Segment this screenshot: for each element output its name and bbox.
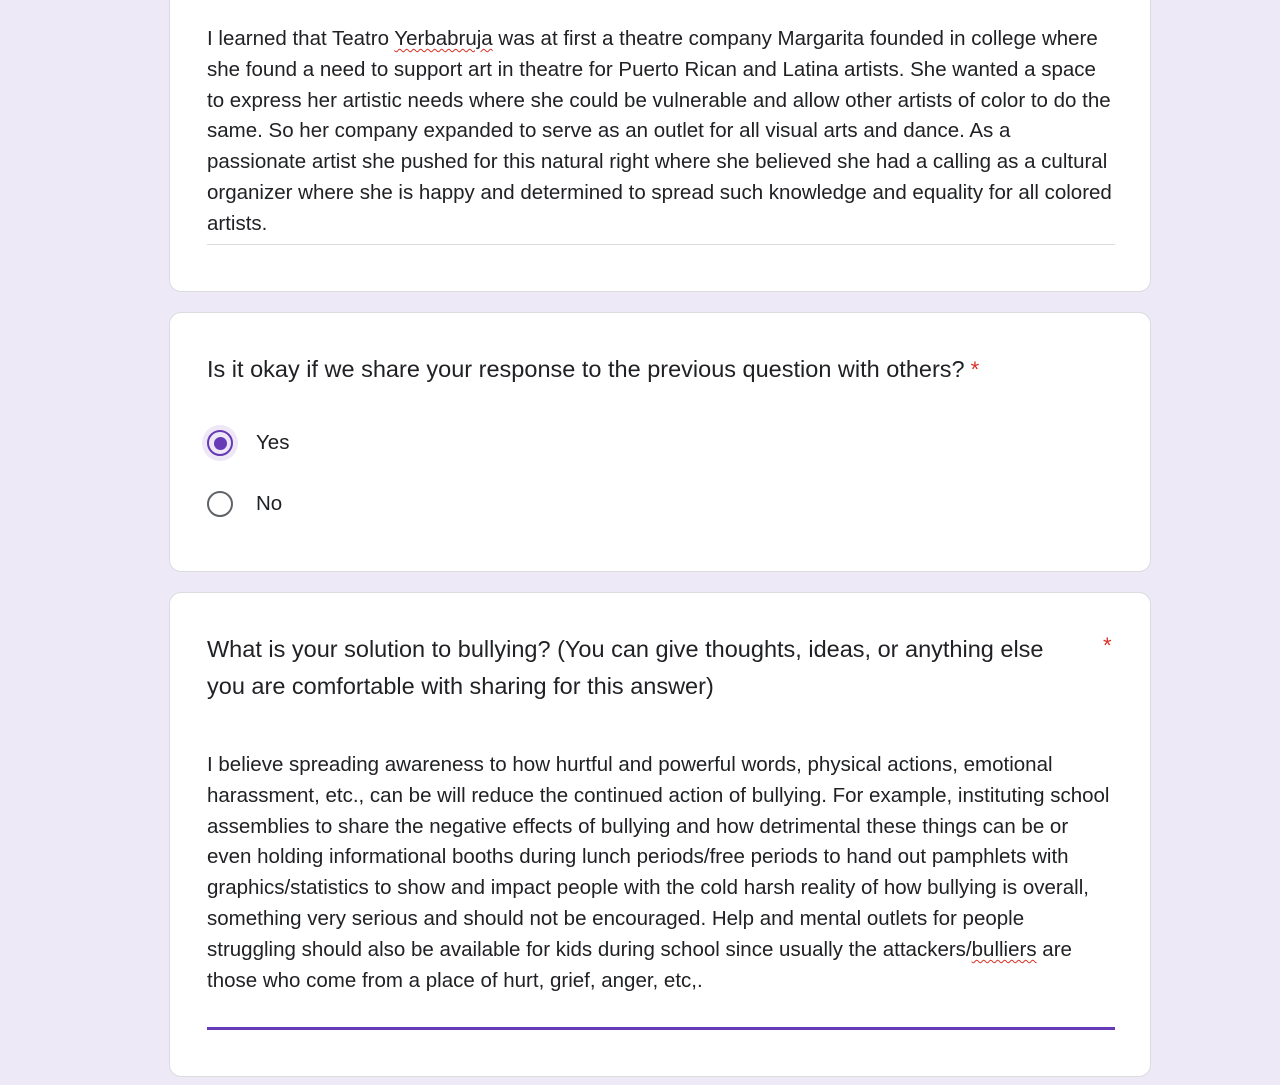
radio-button-checked-icon[interactable] [207, 430, 233, 456]
required-asterisk: * [1103, 633, 1112, 658]
required-asterisk: * [970, 357, 980, 382]
question-card-previous [169, 0, 1151, 292]
radio-label-yes: Yes [256, 431, 290, 454]
answer-textarea-teatro[interactable] [207, 24, 1118, 245]
spellcheck-flagged-word[interactable]: Yerbabruja [394, 27, 493, 50]
question-card-share-permission [169, 312, 1151, 572]
radio-option-no[interactable] [207, 486, 282, 522]
answer-text-end: are those who come from a place of hurt, grief, anger, etc,. [207, 937, 1078, 992]
question-text: Is it okay if we share your response to the previous question with others? [207, 356, 965, 382]
answer-textarea-bullying[interactable] [207, 750, 1115, 1030]
answer-text-start: I learned that Teatro [207, 27, 395, 50]
radio-option-yes[interactable] [207, 425, 289, 461]
radio-button-unchecked-icon[interactable] [207, 491, 233, 517]
question-card-bullying-solution [169, 592, 1151, 1077]
question-title-bullying: What is your solution to bullying? (You can give thoughts, ideas, or anything else you are comfortable with sharing for this answer) [207, 636, 1044, 699]
spellcheck-flagged-word[interactable]: bulliers [971, 937, 1037, 961]
answer-text-start: I believe spreading awareness to how hurtful and powerful words, physical actions, emotional harassment, etc., can be will reduce the continued action of bullying. For example, instituting school assemblies to share the negative effects of bullying and how detrimental these things can be or even holding informational booths during lunch periods/free periods to hand out pamphlets with graphics/statistics to show and impact people with the cold harsh reality of how bullying is overall, something very serious and should not be encouraged. Help and mental outlets for people struggling should also be available for kids during school since usually the attackers/ [207, 753, 1116, 961]
question-title-share [207, 351, 1107, 388]
radio-label-no: No [256, 492, 283, 515]
answer-text-end: was at first a theatre company Margarita founded in college where she found a need to support art in theatre for Puerto Rican and Latina artists. She wanted a space to express her artistic needs where she could be vulnerable and allow other artists of color to do the same. So her company expanded to serve as an outlet for all visual arts and dance. As a passionate artist she pushed for this natural right where she believed she had a calling as a cultural organizer where she is happy and determined to spread such knowledge and equality for all colored artists. [207, 27, 1118, 235]
radio-dot-icon [214, 437, 227, 450]
